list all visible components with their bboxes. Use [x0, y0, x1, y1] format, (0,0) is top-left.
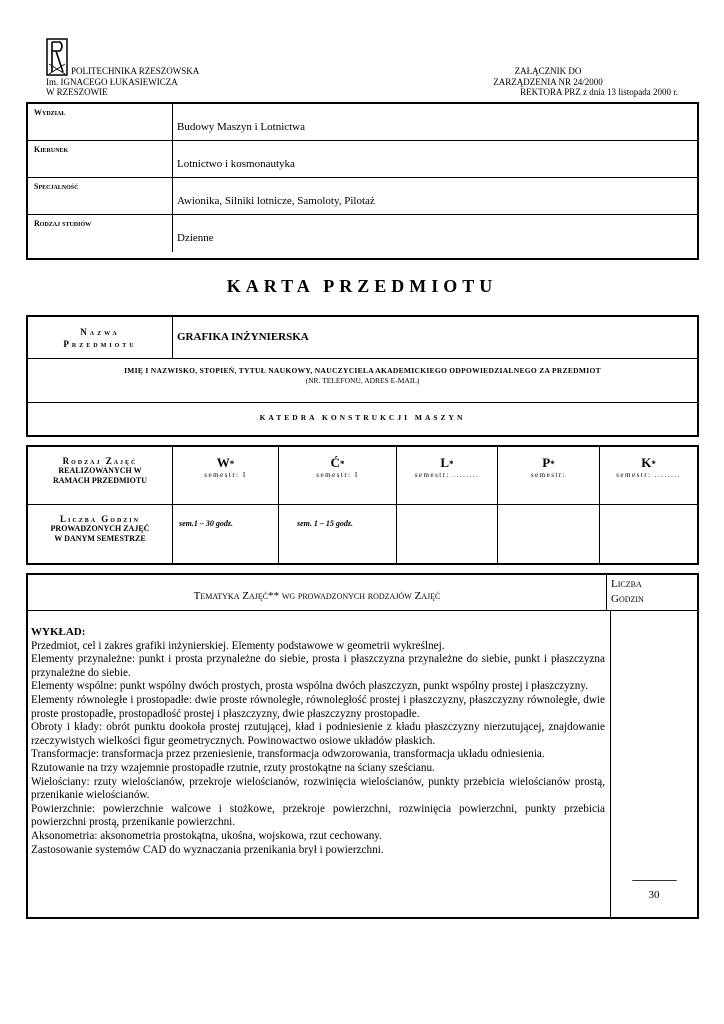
- attachment-line-1: ZAŁĄCZNIK DO: [514, 66, 582, 76]
- class-types-table: [26, 445, 699, 565]
- university-city: W RZESZOWIE: [46, 87, 108, 97]
- class-hours-label-line-3: W DANYM SEMESTRZE: [54, 534, 146, 543]
- total-separator: -------------------: [631, 875, 677, 886]
- responsible-label: IMIĘ I NAZWISKO, STOPIEŃ, TYTUŁ NAUKOWY, NAUCZYCIELA AKADEMICKIEGO ODPOWIEDZIALNEGO ZA PRZEDMIOT: [124, 366, 601, 375]
- class-type-exercises: [279, 447, 397, 504]
- university-name: POLITECHNIKA RZESZOWSKA: [71, 66, 200, 76]
- lecture-section-header: WYKŁAD:: [31, 626, 86, 638]
- class-hours-label-line-2: PROWADZONYCH ZAJĘĆ: [50, 524, 150, 533]
- subject-name-label-line-1: Nazwa: [80, 327, 120, 337]
- class-types-label: [28, 447, 173, 504]
- class-code-seminar-letter: K: [641, 455, 652, 470]
- class-type-lecture: [173, 447, 279, 504]
- class-code-exercises-mark: *: [339, 459, 345, 469]
- topic-line: Powierzchnie: powierzchnie walcowe i stożkowe, przekroje powierzchni, rozwinięcia powierzchni, punkty przebicia powierzchni prostą, przenikanie powierzchni.: [31, 802, 605, 829]
- class-code-exercises-letter: Ć: [330, 455, 340, 470]
- field-label: Kierunek: [28, 141, 173, 177]
- topic-line: Transformacje: transformacja przez przeniesienie, transformacja odwzorowania, transformacja układu odniesienia.: [31, 748, 545, 761]
- class-code-laboratory-letter: L: [440, 455, 450, 470]
- hours-exercises: sem. 1 – 15 godz.: [279, 505, 397, 563]
- responsible-sublabel: (NR. TELEFONU, ADRES E-MAIL): [305, 376, 420, 385]
- hours-count-header: [607, 575, 697, 610]
- class-semester-project: semestr:: [530, 471, 567, 479]
- specialization-label: Specjalność: [28, 178, 173, 214]
- topics-table: [26, 573, 699, 919]
- class-code-seminar: [600, 447, 697, 471]
- topic-line: Obroty i kłady: obrót punktu dookoła prostej rzutującej, kład i podniesienie z kładu płaszczyzny nierzutującej, znajdowanie rzeczywistych wielkości figur geometrycznych. Powinowactwo osiowe układów płaskich.: [31, 721, 605, 747]
- class-code-laboratory-mark: *: [449, 459, 454, 469]
- class-types-row: [28, 447, 697, 505]
- class-hours-label: [28, 505, 173, 563]
- faculty-label: Wydział: [28, 104, 173, 140]
- subject-name-label: [28, 317, 173, 358]
- attachment-line-3: REKTORA PRZ z dnia 13 listopada 2000 r.: [520, 87, 678, 97]
- class-semester-lecture: semestr: I: [204, 471, 247, 479]
- topic-line: Elementy przynależne: punkt i prosta przynależne do siebie, prosta i płaszczyzna przynależne do siebie, punkt i płaszczyzna przynależne do siebie.: [31, 653, 605, 679]
- class-type-project: [498, 447, 600, 504]
- class-type-laboratory: [397, 447, 498, 504]
- faculty-value: Budowy Maszyn i Lotnictwa: [177, 121, 306, 133]
- hours-lecture: sem.1 – 30 godz.: [173, 505, 279, 563]
- faculty-row: [28, 104, 697, 141]
- class-code-seminar-mark: *: [651, 459, 656, 469]
- topic-line: Zastosowanie systemów CAD do wyznaczania przenikania brył i powierzchni.: [31, 843, 384, 856]
- topic-line: Elementy równoległe i prostopadłe: dwie proste równoległe, równoległość prostej i płaszczyzny, płaszczyzny równoległe, dwie proste prostopadłe, prostopadłość prostej i płaszczyzny, dwie płaszczyzny prostopadłe.: [31, 693, 605, 720]
- class-semester-laboratory: semestr: ........: [414, 471, 480, 479]
- class-semester-seminar: semestr: ........: [616, 471, 681, 479]
- topic-line: Przedmiot, cel i zakres grafiki inżynierskiej. Elementy podstawowe w geometrii wykreślnej.: [31, 639, 445, 652]
- class-code-exercises: [279, 447, 396, 471]
- university-header: [46, 66, 199, 98]
- field-value: Lotnictwo i kosmonautyka: [177, 158, 295, 170]
- subject-name: GRAFIKA INŻYNIERSKA: [177, 331, 309, 343]
- class-code-lecture: [173, 447, 278, 471]
- class-code-laboratory: [397, 447, 497, 471]
- hours-laboratory: [397, 505, 498, 563]
- specialization-row: [28, 178, 697, 215]
- topic-line: Wielościany: rzuty wielościanów, przekroje wielościanów, rozwinięcia wielościanów, punkty przebicia wielościanów prostą, przenikanie wielościanów.: [31, 775, 605, 802]
- hours-count-header-line-1: Liczba: [611, 578, 642, 590]
- hours-seminar: [600, 505, 697, 563]
- page-title: KARTA PRZEDMIOTU: [226, 276, 498, 296]
- topics-header-row: [28, 575, 697, 611]
- class-code-project-mark: *: [550, 459, 555, 469]
- attachment-line-2: ZARZĄDZENIA NR 24/2000: [493, 76, 603, 87]
- topics-header: Tematyka Zajęć** wg prowadzonych rodzajów Zajęć: [28, 575, 607, 610]
- class-types-label-line-2: REALIZOWANYCH W: [58, 466, 142, 475]
- subject-name-label-line-2: Przedmiotu: [63, 339, 137, 349]
- topic-line: Rzutowanie na trzy wzajemnie prostopadłe rzutnie, rzuty prostokątne na ściany sześcianu.: [31, 761, 435, 774]
- class-types-label-line-3: RAMACH PRZEDMIOTU: [53, 476, 147, 485]
- university-patron: Im. IGNACEGO ŁUKASIEWICZA: [46, 76, 178, 87]
- faculty-info-table: [26, 102, 699, 260]
- attachment-header: [418, 66, 678, 98]
- topic-line: Aksonometria: aksonometria prostokątna, ukośna, wojskowa, rzut cechowany.: [31, 829, 382, 842]
- specialization-value: Awionika, Silniki lotnicze, Samoloty, Pilotaż: [177, 195, 375, 207]
- field-row: [28, 141, 697, 178]
- class-code-project-letter: P: [542, 455, 551, 470]
- topics-content: [28, 611, 611, 917]
- study-type-label: Rodzaj studiów: [28, 215, 173, 252]
- hours-count-column: [611, 611, 697, 917]
- total-hours: 30: [648, 889, 660, 901]
- class-code-lecture-letter: W: [216, 455, 230, 470]
- study-type-row: [28, 215, 697, 252]
- class-hours-row: [28, 505, 697, 563]
- subject-name-row: [28, 317, 697, 359]
- subject-table: [26, 315, 699, 437]
- department-name: KATEDRA KONSTRUKCJI MASZYN: [259, 413, 466, 422]
- hours-count-header-line-2: Godzin: [611, 593, 644, 605]
- class-types-label-line-1: Rodzaj Zajęć: [62, 456, 138, 466]
- class-hours-label-line-1: Liczba Godzin: [60, 514, 140, 524]
- topics-body: [28, 611, 697, 917]
- class-code-project: [498, 447, 599, 471]
- class-code-lecture-mark: *: [229, 459, 235, 469]
- study-type-value: Dzienne: [177, 232, 214, 244]
- class-type-seminar: [600, 447, 697, 504]
- hours-project: [498, 505, 600, 563]
- topic-line: Elementy wspólne: punkt wspólny dwóch prostych, prosta wspólna dwóch płaszczyzn, punkt wspólny prostej i płaszczyzny.: [31, 680, 588, 693]
- responsible-row: [28, 359, 697, 403]
- class-semester-exercises: semestr: I: [316, 471, 359, 479]
